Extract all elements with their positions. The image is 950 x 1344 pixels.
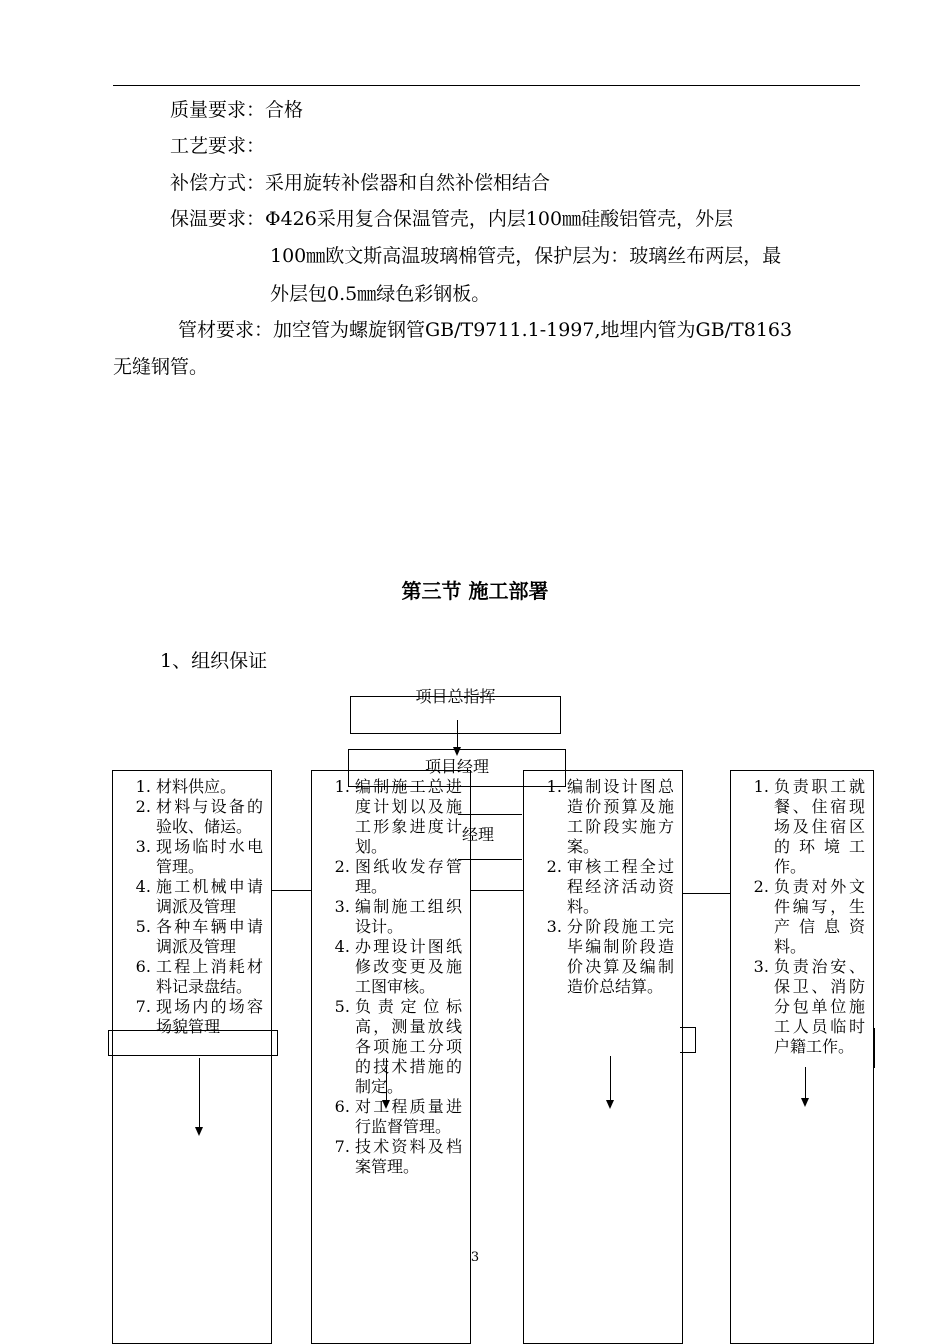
list-item: 5. 各种车辆申请调派及管理 (156, 917, 263, 957)
list-item: 3. 编制施工组织设计。 (355, 897, 462, 937)
dept-list-cost (524, 771, 682, 997)
list-item: 1. 负责职工就餐、住宿现场及住宿区的环境工作。 (774, 777, 865, 877)
paragraph-compensation: 补偿方式：采用旋转补偿器和自然补偿相结合 (170, 172, 551, 194)
list-item: 6. 工程上消耗材料记录盘结。 (156, 957, 263, 997)
dept-list-materials (113, 771, 271, 1037)
paragraph-process: 工艺要求： (170, 135, 266, 157)
list-item: 2. 图纸收发存管理。 (355, 857, 462, 897)
list-item: 7. 现场内的场容场貌管理 (156, 997, 263, 1037)
list-item: 1. 编制施工总进度计划以及施工形象进度计划。 (355, 777, 462, 857)
paragraph-insulation-2: 100㎜欧文斯高温玻璃棉管壳，保护层为：玻璃丝布两层，最 (270, 245, 782, 267)
header-rule (113, 85, 860, 86)
paragraph-pipe-1: 管材要求：加空管为螺旋钢管GB/T9711.1-1997,地埋内管为GB/T8163 (178, 319, 793, 341)
list-item: 2. 材料与设备的验收、储运。 (156, 797, 263, 837)
paragraph-insulation-3: 外层包0.5㎜绿色彩钢板。 (270, 283, 491, 305)
list-item: 3. 分阶段施工完毕编制阶段造价决算及编制造价总结算。 (567, 917, 674, 997)
connector-2-3 (470, 890, 524, 891)
list-item: 6. 对工程质量进行监督管理。 (355, 1097, 462, 1137)
chart-partial-label: 经理 (461, 825, 494, 844)
arrow-col-2 (386, 1058, 387, 1107)
chart-manager-label: 项目经理 (424, 757, 489, 776)
arrow-col-4 (805, 1067, 806, 1105)
paragraph-quality: 质量要求：合格 (170, 99, 304, 121)
list-item: 4. 办理设计图纸修改变更及施工图审核。 (355, 937, 462, 997)
connector-manager-right (470, 786, 524, 787)
list-item: 3. 负责治安、保卫、消防分包单位施工人员临时户籍工作。 (774, 957, 865, 1057)
dept-list-technical (312, 771, 470, 1177)
section-title: 第三节 施工部署 (401, 579, 549, 603)
subsection-title: 1、组织保证 (160, 650, 268, 672)
list-item: 3. 现场临时水电管理。 (156, 837, 263, 877)
hidden-box-4-edge (874, 1028, 875, 1068)
page-number: 3 (470, 1250, 480, 1265)
list-item: 1. 材料供应。 (156, 777, 263, 797)
arrow-col-1 (199, 1058, 200, 1134)
list-item: 1. 编制设计图总造价预算及施工阶段实施方案。 (567, 777, 674, 857)
connector-3-4 (683, 893, 731, 894)
list-item: 2. 审核工程全过程经济活动资料。 (567, 857, 674, 917)
arrow-col-3 (610, 1056, 611, 1107)
paragraph-pipe-2: 无缝钢管。 (113, 356, 209, 378)
list-item: 4. 施工机械申请调派及管理 (156, 877, 263, 917)
list-item: 7. 技术资料及档案管理。 (355, 1137, 462, 1177)
paragraph-insulation-1: 保温要求：Φ426采用复合保温管壳，内层100㎜硅酸铝管壳，外层 (170, 208, 734, 230)
dept-list-admin (731, 771, 873, 1057)
list-item: 2. 负责对外文件编写，生产信息资料。 (774, 877, 865, 957)
connector-1-2 (271, 890, 311, 891)
chart-top-label: 项目总指挥 (415, 687, 496, 706)
list-item: 5. 负责定位标高，测量放线各项施工分项的技术措施的制定。 (355, 997, 462, 1097)
